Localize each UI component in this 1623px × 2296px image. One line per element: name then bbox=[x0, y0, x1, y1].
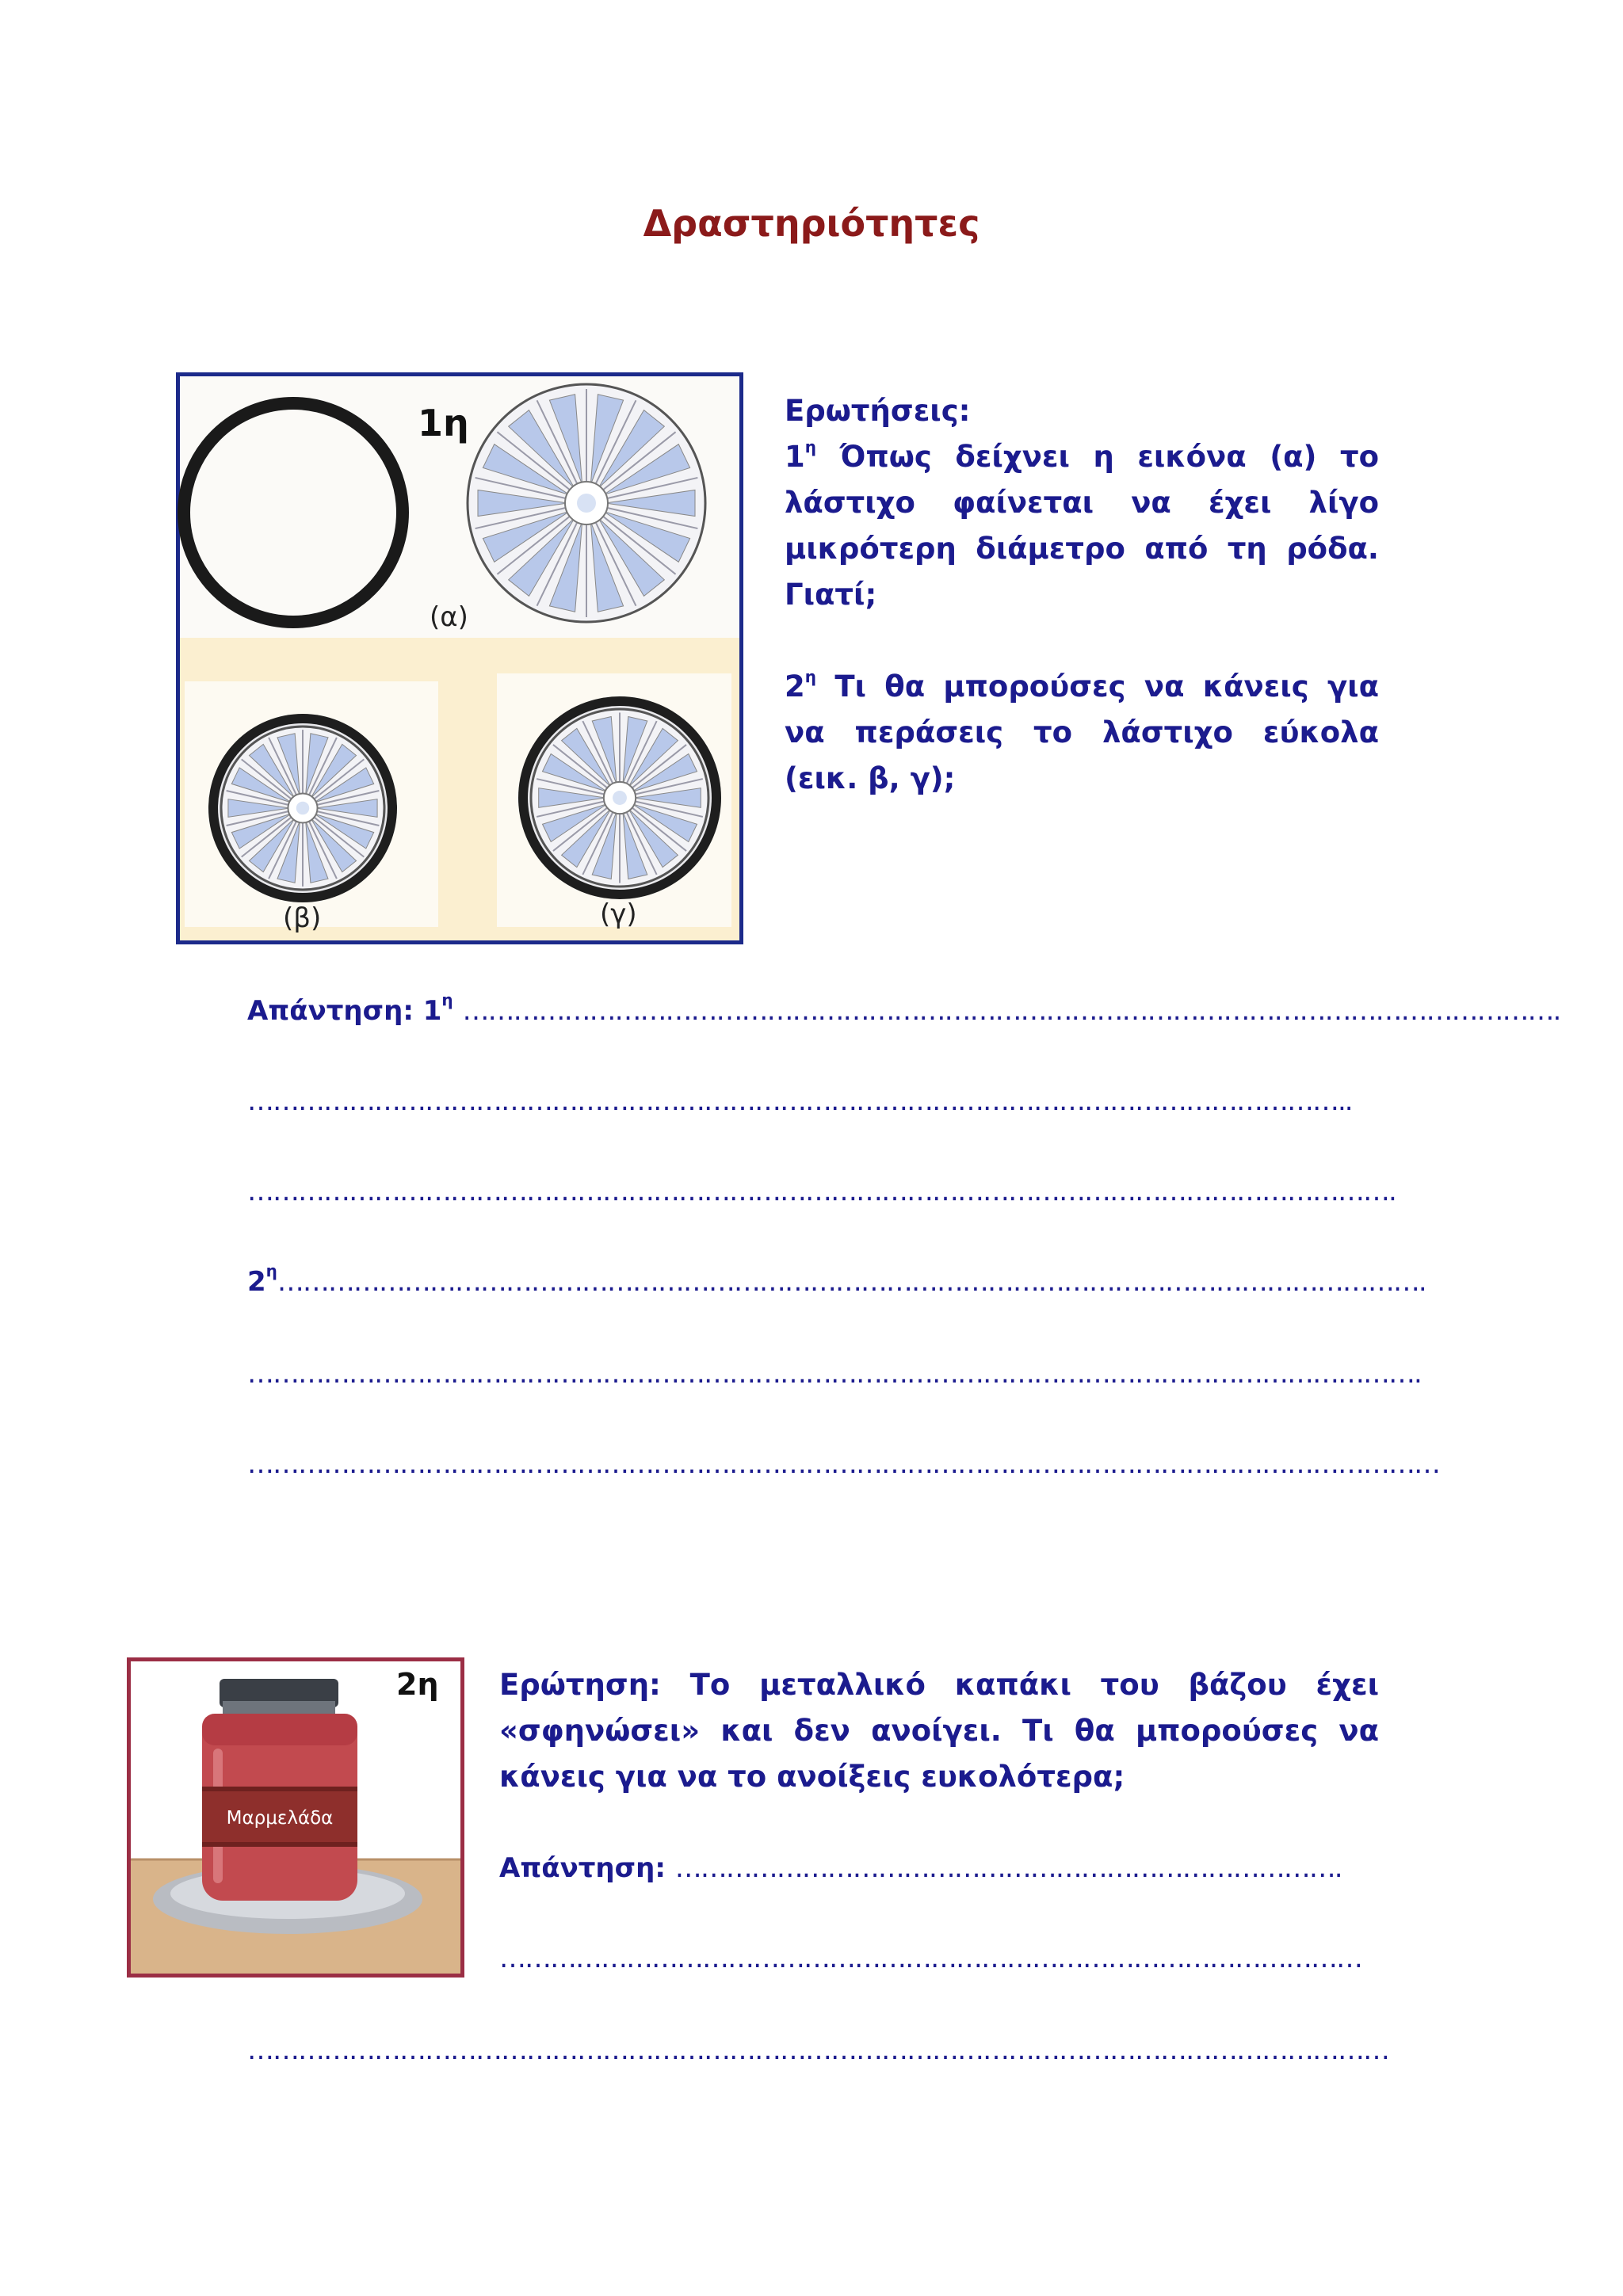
wheel-figure bbox=[176, 372, 743, 944]
page-title: Δραστηριότητες bbox=[643, 202, 980, 245]
answer-line[interactable]: …………………………………………………………………………………………………………………………. bbox=[247, 1358, 1421, 1390]
questions-heading: Ερωτήσεις: bbox=[785, 394, 971, 428]
answer-3-line[interactable]: Απάντηση: ……………………………………………………………………. bbox=[499, 1852, 1342, 1884]
jar-figure bbox=[127, 1657, 464, 1978]
caption-b: (β) bbox=[283, 902, 322, 934]
question-3: Ερώτηση: Το μεταλλικό καπάκι του βάζου έχει «σφηνώσει» και δεν ανοίγει. Τι θα μπορούσες να κάνεις για να το ανοίξεις ευκολότερα; bbox=[499, 1668, 1379, 1794]
caption-a: (α) bbox=[430, 601, 468, 633]
answer-line[interactable]: ………………………………………………………………………………………………………………….. bbox=[247, 1085, 1352, 1117]
figure-2-label: 2η bbox=[396, 1667, 439, 1702]
answer-2-line[interactable]: $2^\eta\dots\dots\dots\dots\dots\dots\dots\dots\dots\dots\dots\dots\dots\dots\dots\dots\dots\dots\dots\dots\dots\dots\dots\dots\dots\dots\dots\dots\dots\dots\dots\dots\dots\dots\dots\dots\dots\dots\dots\dots\dots\dots\dots\dots\dots$. bbox=[247, 1261, 1426, 1298]
wheel-b bbox=[208, 714, 397, 902]
answer-line[interactable]: ………………………………………………………………………………………… bbox=[499, 1943, 1361, 1974]
wheel-illustration bbox=[180, 376, 739, 940]
wheel-a bbox=[468, 384, 705, 622]
answer-line[interactable]: ………………………………………………………………………………………………………………………. bbox=[247, 1176, 1396, 1207]
jar-label: Μαρμελάδα bbox=[226, 1808, 334, 1829]
questions-block bbox=[785, 388, 1379, 802]
question-1: $1^\eta$ Όπως δείχνει η εικόνα (α) το λάστιχο φαίνεται να έχει λίγο μικρότερη διάμετρο από τη ρόδα. Γιατί; bbox=[785, 437, 1380, 612]
jar-illustration bbox=[131, 1661, 460, 1974]
answer-1-line[interactable]: Απάντηση: $1^\eta$ …………………………………………………………………………………………………………………. bbox=[247, 990, 1560, 1027]
answer-line[interactable]: …………………………………………………………………………………………………………………………… bbox=[247, 1448, 1439, 1480]
answer-line[interactable]: ……………………………………………………………………………………………………………………… bbox=[247, 2035, 1388, 2066]
question-2: $2^\eta$ Τι θα μπορούσες να κάνεις για να περάσεις το λάστιχο εύκολα (εικ. β, γ); bbox=[785, 667, 1379, 795]
figure-1-label: 1η bbox=[418, 402, 469, 444]
caption-c: (γ) bbox=[600, 898, 637, 930]
wheel-c bbox=[518, 696, 721, 899]
